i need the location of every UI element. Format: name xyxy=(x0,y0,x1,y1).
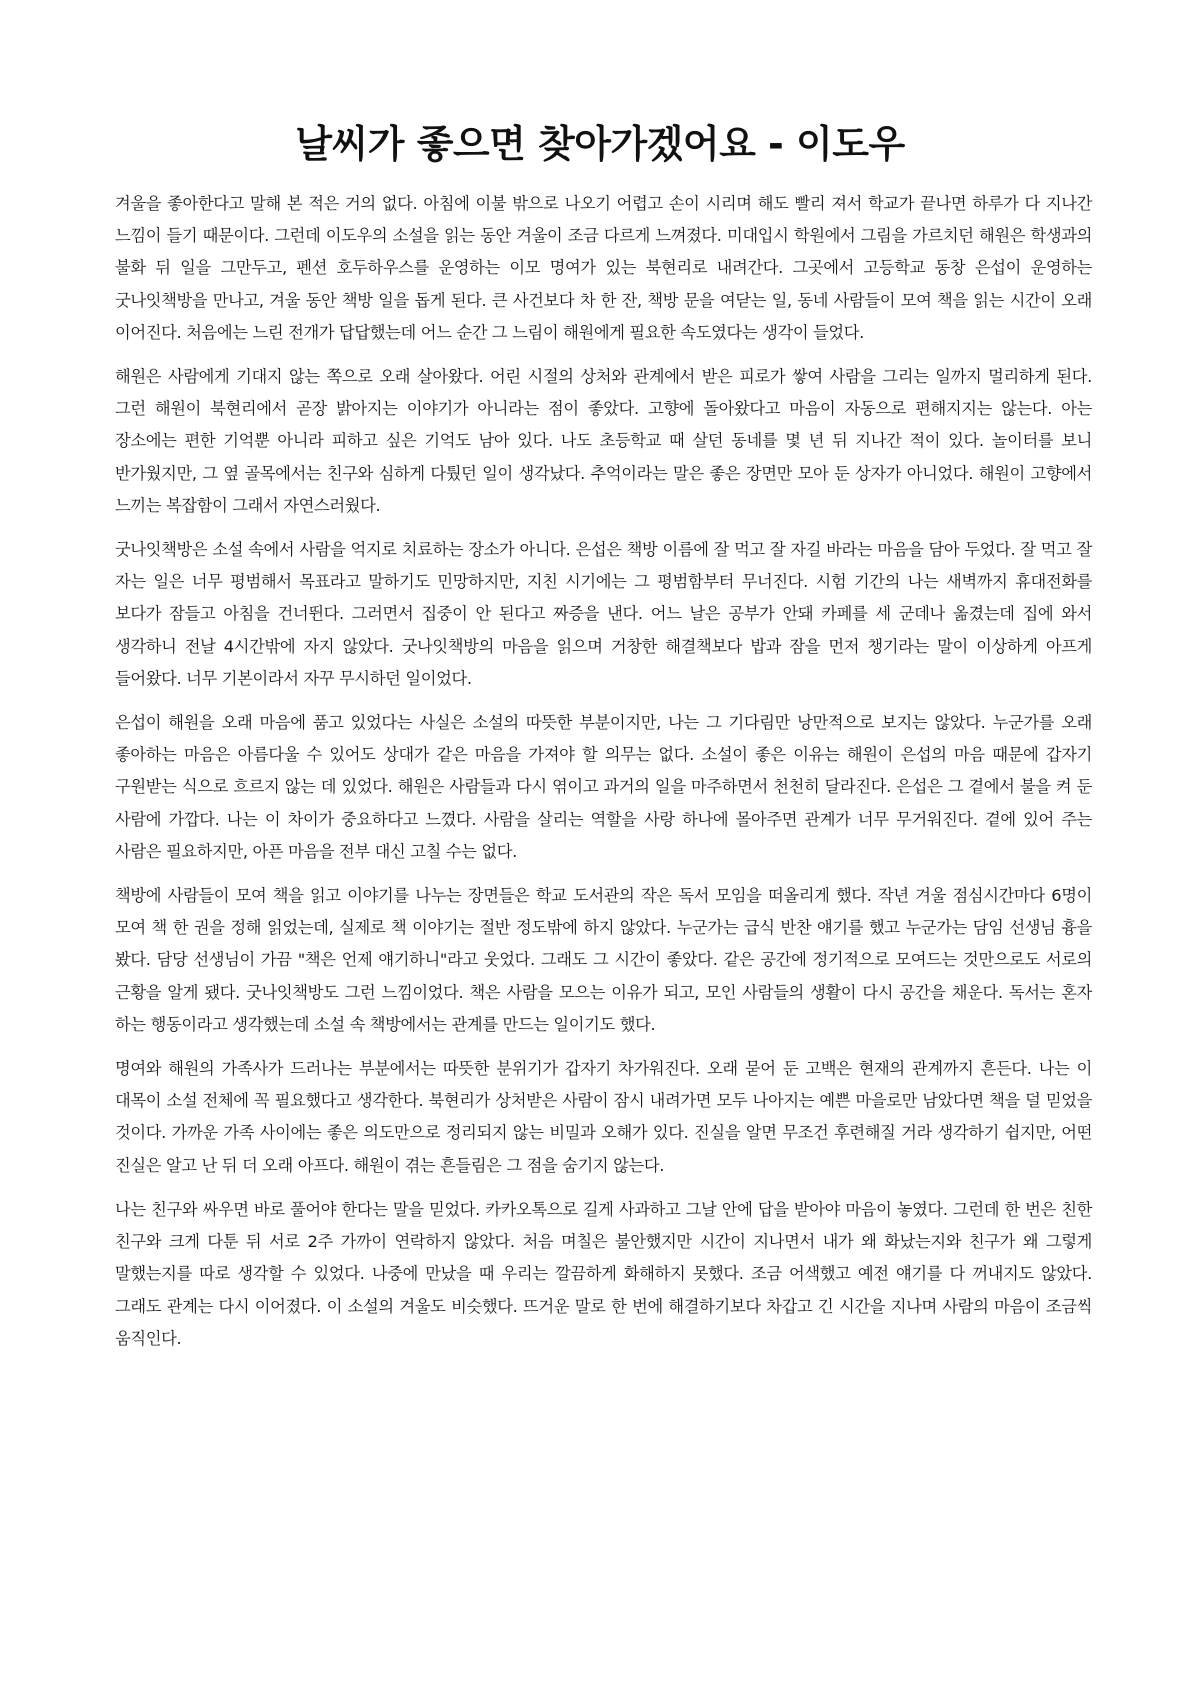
paragraph: 해원은 사람에게 기대지 않는 쪽으로 오래 살아왔다. 어린 시절의 상처와 관계에서 받은 피로가 쌓여 사람을 그리는 일까지 멀리하게 된다. 그런 해원이 북현리에서 곧장 밝아지는 이야기가 아니라는 점이 좋았다. 고향에 돌아왔다고 마음이 자동으로 편해지지는 않는다. 아는 장소에는 편한 기억뿐 아니라 피하고 싶은 기억도 남아 있다. 나도 초등학교 때 살던 동네를 몇 년 뒤 지나간 적이 있다. 놀이터를 보니 반가웠지만, 그 옆 골목에서는 친구와 심하게 다퉜던 일이 생각났다. 추억이라는 말은 좋은 장면만 모아 둔 상자가 아니었다. 해원이 고향에서 느끼는 복잡함이 그래서 자연스러웠다. xyxy=(115,367,1092,515)
paragraph: 굿나잇책방은 소설 속에서 사람을 억지로 치료하는 장소가 아니다. 은섭은 책방 이름에 잘 먹고 잘 자길 바라는 마음을 담아 두었다. 잘 먹고 잘 자는 일은 너무 평범해서 목표라고 말하기도 민망하지만, 지친 시기에는 그 평범함부터 무너진다. 시험 기간의 나는 새벽까지 휴대전화를 보다가 잠들고 아침을 건너뛴다. 그러면서 집중이 안 된다고 짜증을 낸다. 어느 날은 공부가 안돼 카페를 세 군데나 옮겼는데 집에 와서 생각하니 전날 4시간밖에 자지 않았다. 굿나잇책방의 마음을 읽으며 거창한 해결책보다 밥과 잠을 먼저 챙기라는 말이 이상하게 아프게 들어왔다. 너무 기본이라서 자꾸 무시하던 일이었다. xyxy=(115,540,1092,688)
paragraph: 겨울을 좋아한다고 말해 본 적은 거의 없다. 아침에 이불 밖으로 나오기 어렵고 손이 시리며 해도 빨리 져서 학교가 끝나면 하루가 다 지나간 느낌이 들기 때문이다. 그런데 이도우의 소설을 읽는 동안 겨울이 조금 다르게 느껴졌다. 미대입시 학원에서 그림을 가르치던 해원은 학생과의 불화 뒤 일을 그만두고, 펜션 호두하우스를 운영하는 이모 명여가 있는 북현리로 내려간다. 그곳에서 고등학교 동창 은섭이 운영하는 굿나잇책방을 만나고, 겨울 동안 책방 일을 돕게 된다. 큰 사건보다 차 한 잔, 책방 문을 여닫는 일, 동네 사람들이 모여 책을 읽는 시간이 오래 이어진다. 처음에는 느린 전개가 답답했는데 어느 순간 그 느림이 해원에게 필요한 속도였다는 생각이 들었다. xyxy=(115,194,1092,342)
paragraph: 명여와 해원의 가족사가 드러나는 부분에서는 따뜻한 분위기가 갑자기 차가워진다. 오래 묻어 둔 고백은 현재의 관계까지 흔든다. 나는 이 대목이 소설 전체에 꼭 필요했다고 생각한다. 북현리가 상처받은 사람이 잠시 내려가면 모두 나아지는 예쁜 마을로만 남았다면 책을 덜 믿었을 것이다. 가까운 가족 사이에는 좋은 의도만으로 정리되지 않는 비밀과 오해가 있다. 진실을 알면 무조건 후련해질 거라 생각하기 쉽지만, 어떤 진실은 알고 난 뒤 더 오래 아프다. 해원이 겪는 흔들림은 그 점을 숨기지 않는다. xyxy=(115,1059,1092,1175)
document-title: 날씨가 좋으면 찾아가겠어요 - 이도우 xyxy=(295,122,905,166)
paragraph: 나는 친구와 싸우면 바로 풀어야 한다는 말을 믿었다. 카카오톡으로 길게 사과하고 그날 안에 답을 받아야 마음이 놓였다. 그런데 한 번은 친한 친구와 크게 다툰 뒤 서로 2주 가까이 연락하지 않았다. 처음 며칠은 불안했지만 시간이 지나면서 내가 왜 화났는지와 친구가 왜 그렇게 말했는지를 따로 생각할 수 있었다. 나중에 만났을 때 우리는 깔끔하게 화해하지 못했다. 조금 어색했고 예전 얘기를 다 꺼내지도 않았다. 그래도 관계는 다시 이어졌다. 이 소설의 겨울도 비슷했다. 뜨거운 말로 한 번에 해결하기보다 차갑고 긴 시간을 지나며 사람의 마음이 조금씩 움직인다. xyxy=(115,1199,1092,1348)
paragraph: 은섭이 해원을 오래 마음에 품고 있었다는 사실은 소설의 따뜻한 부분이지만, 나는 그 기다림만 낭만적으로 보지는 않았다. 누군가를 오래 좋아하는 마음은 아름다울 수 있어도 상대가 같은 마음을 가져야 할 의무는 없다. 소설이 좋은 이유는 해원이 은섭의 마음 때문에 갑자기 구원받는 식으로 흐르지 않는 데 있었다. 해원은 사람들과 다시 엮이고 과거의 일을 마주하면서 천천히 달라진다. 은섭은 그 곁에서 불을 켜 둔 사람에 가깝다. 나는 이 차이가 중요하다고 느꼈다. 사람을 살리는 역할을 사랑 하나에 몰아주면 관계가 너무 무거워진다. 곁에 있어 주는 사람은 필요하지만, 아픈 마음을 전부 대신 고칠 수는 없다. xyxy=(115,713,1092,861)
paragraph: 책방에 사람들이 모여 책을 읽고 이야기를 나누는 장면들은 학교 도서관의 작은 독서 모임을 떠올리게 했다. 작년 겨울 점심시간마다 6명이 모여 책 한 권을 정해 읽었는데, 실제로 책 이야기는 절반 정도밖에 하지 않았다. 누군가는 급식 반찬 얘기를 했고 누군가는 담임 선생님 흉을 봤다. 담당 선생님이 가끔 "책은 언제 얘기하니"라고 웃었다. 그래도 그 시간이 좋았다. 같은 공간에 정기적으로 모여드는 것만으로도 서로의 근황을 알게 됐다. 굿나잇책방도 그런 느낌이었다. 책은 사람을 모으는 이유가 되고, 모인 사람들의 생활이 다시 공간을 채운다. 독서는 혼자 하는 행동이라고 생각했는데 소설 속 책방에서는 관계를 만드는 일이기도 했다. xyxy=(115,886,1092,1034)
document-body xyxy=(115,188,1092,1367)
